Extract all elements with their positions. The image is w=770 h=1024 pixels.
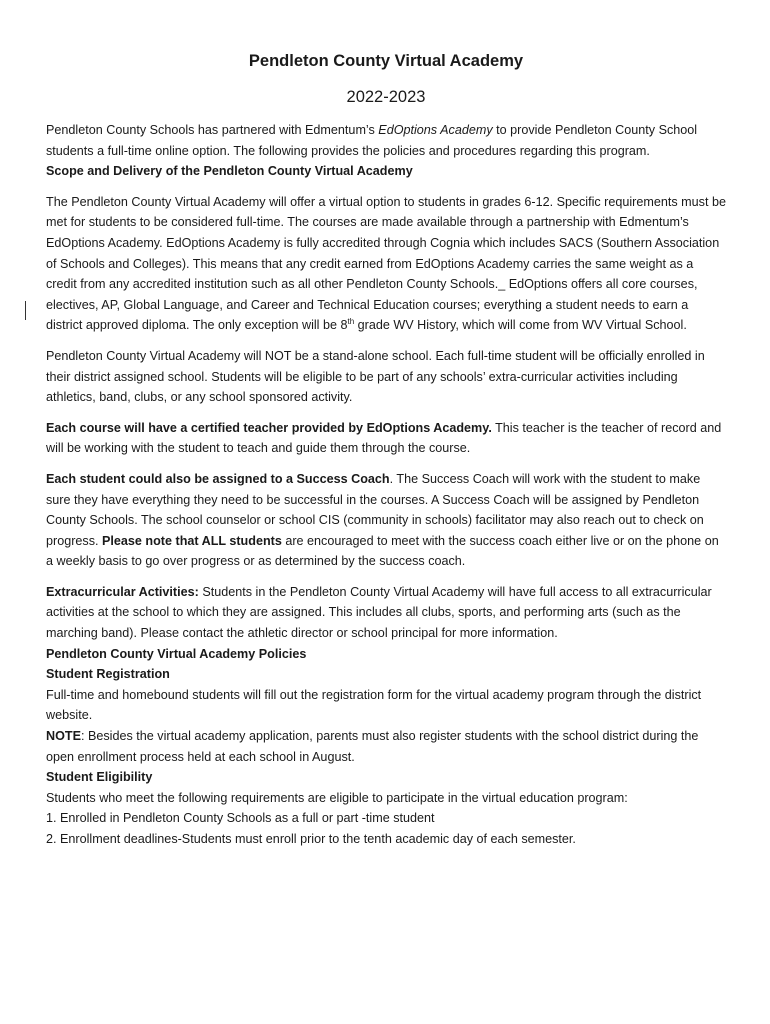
- teacher-bold: Each course will have a certified teacher provided by EdOptions Academy.: [46, 420, 492, 435]
- teacher-text: This teacher is the teacher of record and will be working with the student to teach and guide them through the course.: [46, 420, 722, 456]
- registration-note: [46, 726, 726, 767]
- eligibility-intro: Students who meet the following requirements are eligible to participate in the virtual education program:: [46, 790, 628, 805]
- standalone-paragraph: Pendleton County Virtual Academy will NOT be a stand-alone school. Each full-time student will be officially enrolled in their district assigned school. Students will be eligible to be part of any schools’ extra-curricular activities including athletics, band, clubs, or any school sponsored activity.: [46, 348, 705, 405]
- coach-text-b: are encouraged to meet with the success coach either live or on the phone on a weekly basis to go over progress or as determined by the success coach.: [46, 533, 719, 569]
- extracurricular-text: Students in the Pendleton County Virtual Academy will have full access to all extracurricular activities at the school to which they are assigned. This includes all clubs, sports, and performing arts (such as the marching band). Please contact the athletic director or school principal for more information.: [46, 584, 712, 641]
- registration-text: Full-time and homebound students will fill out the registration form for the virtual academy program through the district website.: [46, 687, 702, 723]
- text-cursor-mark: [25, 301, 26, 320]
- scope-text-b: grade WV History, which will come from WV Virtual School.: [354, 318, 687, 333]
- scope-paragraph: [46, 192, 726, 336]
- school-year: 2022-2023: [346, 88, 426, 106]
- scope-superscript: th: [347, 317, 355, 327]
- extracurricular-paragraph: [46, 582, 726, 644]
- eligibility-heading: Student Eligibility: [46, 770, 153, 785]
- coach-bold-2: Please note that ALL students: [102, 533, 282, 548]
- note-text: : Besides the virtual academy application, parents must also register students with the school district during the open enrollment process held at each school in August.: [46, 729, 699, 764]
- eligibility-item: 1. Enrolled in Pendleton County Schools as a full or part -time student: [46, 811, 435, 826]
- document-page: [46, 50, 726, 850]
- scope-text-a: The Pendleton County Virtual Academy will offer a virtual option to students in grades 6-12. Specific requirements must be met for students to be considered full-time. The courses are made available through a partnership with Edmentum’s EdOptions Academy. EdOptions Academy is fully accredited through Cognia which includes SACS (Southern Association of Schools and Colleges). This means that any credit earned from EdOptions Academy carries the same weight as a credit from any accredited institution such as all other Pendleton County Schools._ EdOptions offers all core courses, electives, AP, Global Language, and Career and Technical Education courses; everything a student needs to earn a district approved diploma. The only exception will be 8: [46, 194, 726, 333]
- coach-bold: Each student could also be assigned to a Success Coach: [46, 471, 390, 486]
- intro-text-a: Pendleton County Schools has partnered with Edmentum’s: [46, 123, 379, 137]
- intro-italic: EdOptions Academy: [378, 123, 493, 137]
- registration-heading: Student Registration: [46, 667, 170, 682]
- scope-heading: Scope and Delivery of the Pendleton County Virtual Academy: [46, 164, 413, 179]
- eligibility-item: 2. Enrollment deadlines-Students must enroll prior to the tenth academic day of each semester.: [46, 832, 576, 846]
- teacher-paragraph: [46, 418, 726, 459]
- intro-paragraph: [46, 120, 726, 161]
- coach-paragraph: [46, 469, 726, 572]
- extracurricular-bold: Extracurricular Activities:: [46, 584, 199, 599]
- document-title: Pendleton County Virtual Academy: [248, 52, 524, 70]
- coach-text-a: . The Success Coach will work with the student to make sure they have everything they need to be successful in the courses. A Success Coach will be assigned by Pendleton County Schools. The school counselor or school CIS (community in schools) facilitator may also reach out to check on progress.: [46, 471, 704, 548]
- intro-text-b: to provide Pendleton County School students a full-time online option. The following provides the policies and procedures regarding this program.: [46, 123, 698, 158]
- note-label: NOTE: [46, 729, 81, 744]
- policies-heading: Pendleton County Virtual Academy Policies: [46, 646, 307, 661]
